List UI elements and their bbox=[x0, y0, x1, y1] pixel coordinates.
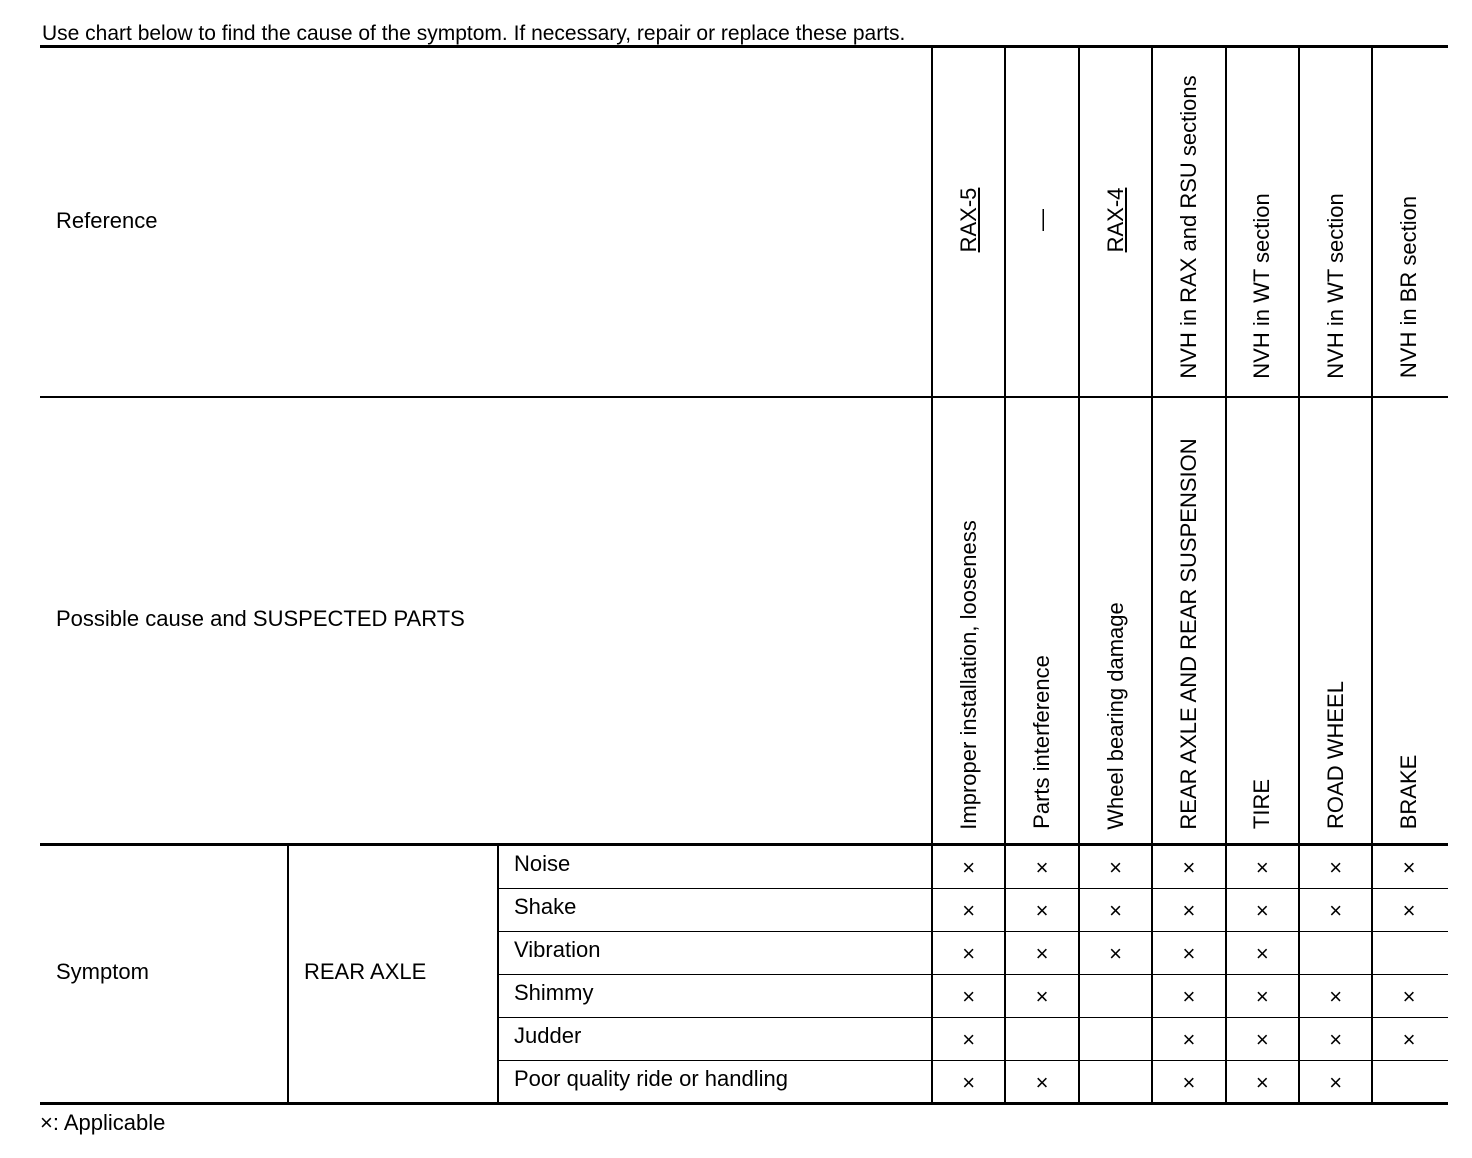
cause-header-6: BRAKE bbox=[1396, 754, 1422, 829]
cause-label: Possible cause and SUSPECTED PARTS bbox=[56, 606, 465, 631]
component-label: REAR AXLE bbox=[304, 959, 427, 984]
symptom-chart bbox=[40, 45, 1448, 1105]
cause-header-2: Wheel bearing damage bbox=[1102, 601, 1128, 830]
applicable-mark: × bbox=[962, 854, 976, 880]
column-line bbox=[1225, 48, 1227, 1103]
symptom-name: Noise bbox=[514, 851, 571, 876]
symptom-name: Poor quality ride or handling bbox=[514, 1066, 788, 1091]
applicable-mark: × bbox=[1182, 1026, 1196, 1052]
applicable-mark: × bbox=[1255, 983, 1269, 1009]
cause-header-5: ROAD WHEEL bbox=[1322, 681, 1348, 829]
row-separator bbox=[499, 1017, 1448, 1018]
column-line bbox=[1298, 48, 1300, 1103]
applicable-mark: × bbox=[1109, 897, 1122, 923]
applicable-mark: × bbox=[1182, 1069, 1196, 1095]
applicable-mark: × bbox=[1182, 854, 1196, 880]
applicable-mark: × bbox=[1182, 897, 1196, 923]
applicable-mark: × bbox=[962, 940, 976, 966]
applicable-mark: × bbox=[1329, 854, 1343, 880]
applicable-mark: × bbox=[1402, 897, 1416, 923]
column-line bbox=[1004, 48, 1006, 1103]
applicable-mark: × bbox=[962, 1026, 976, 1052]
cause-header-0: Improper installation, looseness bbox=[955, 519, 981, 830]
applicable-mark: × bbox=[1255, 1026, 1269, 1052]
reference-header-6: NVH in BR section bbox=[1396, 195, 1422, 379]
applicable-mark: × bbox=[1109, 854, 1122, 880]
applicable-mark: × bbox=[962, 983, 976, 1009]
symptom-name: Shimmy bbox=[514, 980, 594, 1005]
applicable-mark: × bbox=[1255, 854, 1269, 880]
row-separator bbox=[499, 888, 1448, 889]
top-rule bbox=[40, 45, 1448, 48]
applicable-mark: × bbox=[1035, 897, 1049, 923]
reference-label: Reference bbox=[56, 208, 158, 233]
applicable-mark: × bbox=[962, 897, 976, 923]
reference-header-0: RAX-5 bbox=[955, 187, 981, 253]
applicable-mark: × bbox=[1182, 983, 1196, 1009]
reference-header-5: NVH in WT section bbox=[1322, 192, 1348, 379]
applicable-mark: × bbox=[1329, 1069, 1343, 1095]
applicable-mark: × bbox=[1329, 897, 1343, 923]
row-separator bbox=[499, 974, 1448, 975]
cause-header-3: REAR AXLE AND REAR SUSPENSION bbox=[1175, 437, 1201, 830]
legend: ×: Applicable bbox=[40, 1110, 166, 1135]
reference-divider bbox=[40, 396, 1448, 398]
applicable-mark: × bbox=[1329, 1026, 1343, 1052]
applicable-mark: × bbox=[1035, 983, 1049, 1009]
row-separator bbox=[499, 931, 1448, 932]
reference-header-2: RAX-4 bbox=[1102, 187, 1128, 253]
applicable-mark: × bbox=[1035, 940, 1049, 966]
reference-header-4: NVH in WT section bbox=[1249, 192, 1275, 379]
instruction-text: Use chart below to find the cause of the symptom. If necessary, repair or replace these parts. bbox=[42, 22, 906, 45]
symptom-label: Symptom bbox=[56, 959, 149, 984]
column-line bbox=[1151, 48, 1153, 1103]
symptom-name: Shake bbox=[514, 894, 577, 919]
symptom-divider bbox=[287, 845, 289, 1103]
applicable-mark: × bbox=[1329, 983, 1343, 1009]
applicable-mark: × bbox=[1255, 940, 1269, 966]
applicable-mark: × bbox=[1109, 940, 1122, 966]
bottom-rule bbox=[40, 1102, 1448, 1105]
reference-header-3: NVH in RAX and RSU sections bbox=[1175, 74, 1201, 379]
applicable-mark: × bbox=[1255, 897, 1269, 923]
cause-header-1: Parts interference bbox=[1029, 655, 1055, 829]
applicable-mark: × bbox=[1035, 1069, 1049, 1095]
symptom-name: Vibration bbox=[514, 937, 601, 962]
cause-header-4: TIRE bbox=[1249, 778, 1275, 830]
applicable-mark: × bbox=[962, 1069, 976, 1095]
applicable-mark: × bbox=[1402, 1026, 1416, 1052]
cause-divider bbox=[40, 843, 1448, 846]
column-line bbox=[1078, 48, 1080, 1103]
reference-header-1: — bbox=[1029, 209, 1055, 231]
symptom-name: Judder bbox=[514, 1023, 582, 1048]
column-line bbox=[931, 48, 933, 1103]
applicable-mark: × bbox=[1402, 854, 1416, 880]
applicable-mark: × bbox=[1255, 1069, 1269, 1095]
applicable-mark: × bbox=[1182, 940, 1196, 966]
column-line bbox=[1371, 48, 1373, 1103]
row-separator bbox=[499, 1060, 1448, 1061]
applicable-mark: × bbox=[1035, 854, 1049, 880]
applicable-mark: × bbox=[1402, 983, 1416, 1009]
